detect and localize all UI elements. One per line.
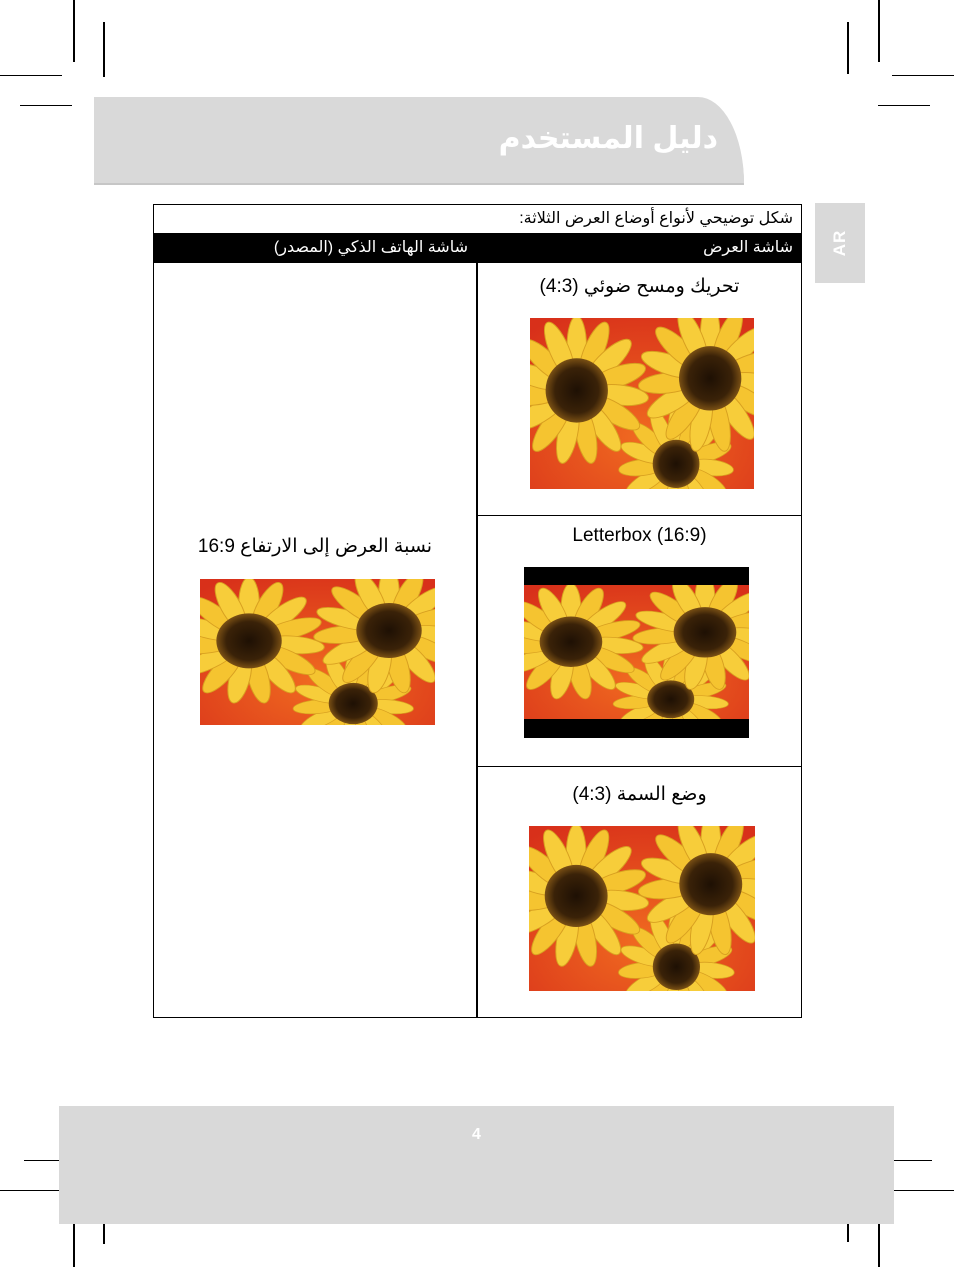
language-tab xyxy=(815,203,865,283)
language-label: AR xyxy=(830,229,849,257)
crop-mark xyxy=(878,105,930,106)
crop-mark xyxy=(73,0,75,62)
mode-label-theme: وضع السمة (4:3) xyxy=(572,784,707,805)
column-header-display: شاشة العرض xyxy=(703,239,793,256)
sunflower-photo xyxy=(200,579,435,725)
crop-mark xyxy=(878,0,880,62)
crop-mark xyxy=(892,75,954,76)
crop-mark xyxy=(103,22,105,77)
table-caption-text: شكل توضيحي لأنواع أوضاع العرض الثلاثة: xyxy=(519,210,793,227)
column-divider xyxy=(476,263,478,1017)
column-header-source: شاشة الهاتف الذكي (المصدر) xyxy=(273,239,468,256)
crop-mark xyxy=(20,105,72,106)
display-modes-table xyxy=(153,204,802,1018)
row-divider xyxy=(478,515,801,516)
sunflower-photo xyxy=(530,318,754,489)
crop-mark xyxy=(0,75,62,76)
sunflower-photo xyxy=(529,826,755,991)
mode-label-pan-scan: تحريك ومسح ضوئي (4:3) xyxy=(539,276,740,297)
page-number: 4 xyxy=(472,1126,481,1143)
page-title: دليل المستخدم xyxy=(498,122,718,155)
footer-band xyxy=(59,1106,894,1224)
mode-label-letterbox: Letterbox (16:9) xyxy=(572,525,707,546)
crop-mark xyxy=(847,22,849,74)
sunflower-photo-letterboxed xyxy=(524,567,749,738)
row-divider xyxy=(478,766,801,767)
source-aspect-label: نسبة العرض إلى الارتفاع 16:9 xyxy=(197,536,433,557)
crop-mark xyxy=(0,1190,62,1191)
crop-mark xyxy=(892,1190,954,1191)
table-header-row xyxy=(154,233,801,263)
table-caption xyxy=(154,205,801,233)
header-band xyxy=(94,97,744,183)
